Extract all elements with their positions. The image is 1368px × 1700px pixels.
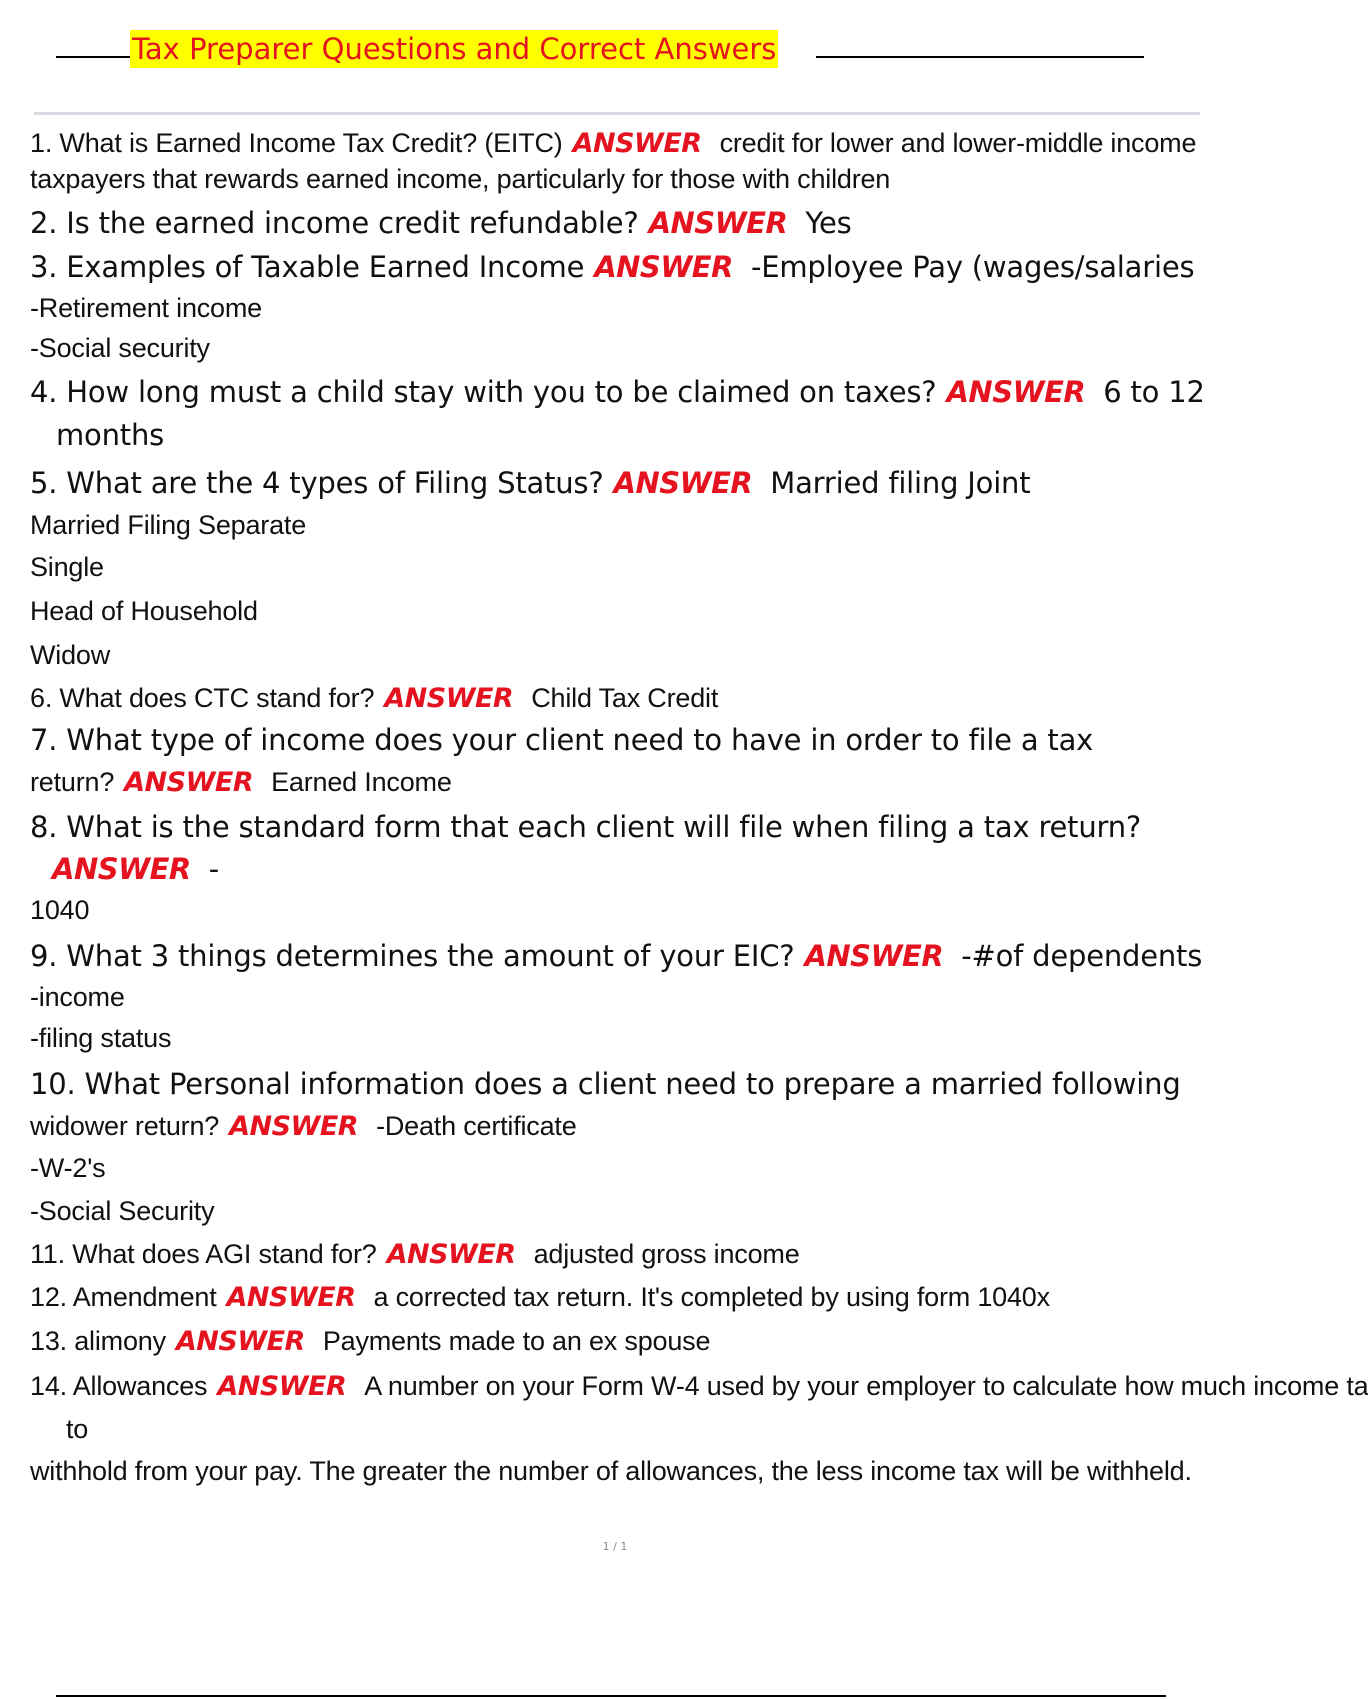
question-text: 9. What 3 things determines the amount of your EIC? (30, 939, 795, 973)
answer-tag: ANSWER (229, 1111, 359, 1142)
answer-tag: ANSWER (175, 1326, 305, 1357)
answer-text: -Death certificate (376, 1111, 577, 1141)
answer-tag: ANSWER (124, 767, 254, 798)
header-divider (34, 112, 1200, 115)
qa-item-5 (30, 462, 1200, 504)
answer-continuation: -income (30, 982, 125, 1012)
answer-continuation: withhold from your pay. The greater the number of allowances, the less income tax will be withheld. (30, 1456, 1192, 1486)
qa-item-8-answer (30, 849, 1200, 889)
answer-continuation: -Retirement income (30, 293, 262, 323)
qa-item-6 (30, 677, 1200, 719)
answer-continuation: Married Filing Separate (30, 510, 307, 540)
page-number: 1 / 1 (602, 1540, 628, 1553)
qa-item-10-continuation (30, 1105, 1200, 1147)
answer-text: -Employee Pay (wages/salaries (750, 250, 1195, 284)
title-row (56, 28, 1144, 72)
answer-tag: ANSWER (946, 375, 1086, 409)
answer-continuation: -W-2's (30, 1153, 106, 1183)
answer-text: Payments made to an ex spouse (322, 1326, 711, 1356)
answer-text: -#of dependents (961, 939, 1203, 973)
question-text: 13. alimony (30, 1326, 166, 1356)
document-title: Tax Preparer Questions and Correct Answers (132, 32, 777, 66)
answer-text: a corrected tax return. It's completed by using form 1040x (373, 1282, 1050, 1312)
question-text: 10. What Personal information does a client need to prepare a married following (30, 1067, 1181, 1101)
answer-text: Yes (805, 206, 852, 240)
answer-tag: ANSWER (226, 1282, 356, 1313)
qa-item-1 (30, 124, 1200, 162)
answer-continuation: months (56, 418, 165, 452)
title-rule-left (56, 56, 130, 58)
qa-item-7 (30, 719, 1200, 761)
answer-continuation: Head of Household (30, 596, 258, 626)
answer-tag: ANSWER (594, 250, 733, 284)
question-text: 5. What are the 4 types of Filing Status? (30, 466, 604, 500)
question-text: 3. Examples of Taxable Earned Income (30, 250, 585, 284)
answer-continuation: -Social Security (30, 1196, 215, 1226)
question-text: 12. Amendment (30, 1282, 217, 1312)
question-text: 4. How long must a child stay with you to be claimed on taxes? (30, 375, 937, 409)
question-text: 1. What is Earned Income Tax Credit? (EITC) (30, 128, 563, 158)
answer-tag: ANSWER (386, 1239, 516, 1270)
question-text: widower return? (30, 1111, 220, 1141)
answer-text: - (208, 852, 219, 886)
qa-item-7-continuation (30, 761, 1200, 805)
qa-item-2 (30, 200, 1200, 246)
title-rule-right (816, 56, 1144, 58)
answer-text: A number on your Form W-4 used by your employer to calculate how much income ta (364, 1371, 1368, 1401)
answer-text: Child Tax Credit (531, 683, 719, 713)
qa-item-8 (30, 805, 1200, 849)
answer-text: Earned Income (271, 767, 452, 797)
qa-item-4 (30, 368, 1205, 416)
question-text: 2. Is the earned income credit refundable? (30, 206, 639, 240)
answer-continuation: -filing status (30, 1023, 172, 1053)
question-text: 8. What is the standard form that each client will file when filing a tax return? (30, 810, 1142, 844)
answer-tag: ANSWER (384, 683, 514, 714)
answer-text: adjusted gross income (533, 1239, 800, 1269)
footer-rule (56, 1695, 1166, 1697)
qa-item-9 (30, 935, 1203, 977)
answer-text: Married filing Joint (770, 466, 1031, 500)
answer-text: 6 to 12 (1103, 375, 1205, 409)
qa-list (30, 124, 1368, 1493)
answer-tag: ANSWER (52, 852, 191, 886)
answer-continuation: 1040 (30, 895, 90, 925)
answer-continuation: taxpayers that rewards earned income, particularly for those with children (30, 164, 891, 194)
question-text: 14. Allowances (30, 1371, 208, 1401)
answer-continuation: -Social security (30, 333, 210, 363)
question-text: 7. What type of income does your client need to have in order to file a tax (30, 723, 1094, 757)
answer-tag: ANSWER (572, 128, 702, 159)
qa-item-13 (30, 1319, 1200, 1363)
question-text: return? (30, 767, 115, 797)
answer-tag: ANSWER (648, 206, 788, 240)
question-text: 6. What does CTC stand for? (30, 683, 375, 713)
qa-item-14 (30, 1363, 1368, 1409)
qa-item-11 (30, 1233, 1200, 1275)
qa-item-12 (30, 1275, 1200, 1319)
answer-tag: ANSWER (217, 1371, 347, 1402)
answer-tag: ANSWER (613, 466, 753, 500)
answer-text: credit for lower and lower-middle income (719, 128, 1197, 158)
qa-item-10 (30, 1063, 1200, 1105)
answer-tag: ANSWER (804, 939, 944, 973)
answer-continuation: Single (30, 552, 104, 582)
answer-continuation: to (66, 1414, 89, 1444)
qa-item-3 (30, 246, 1200, 288)
question-text: 11. What does AGI stand for? (30, 1239, 377, 1269)
answer-continuation: Widow (30, 640, 111, 670)
